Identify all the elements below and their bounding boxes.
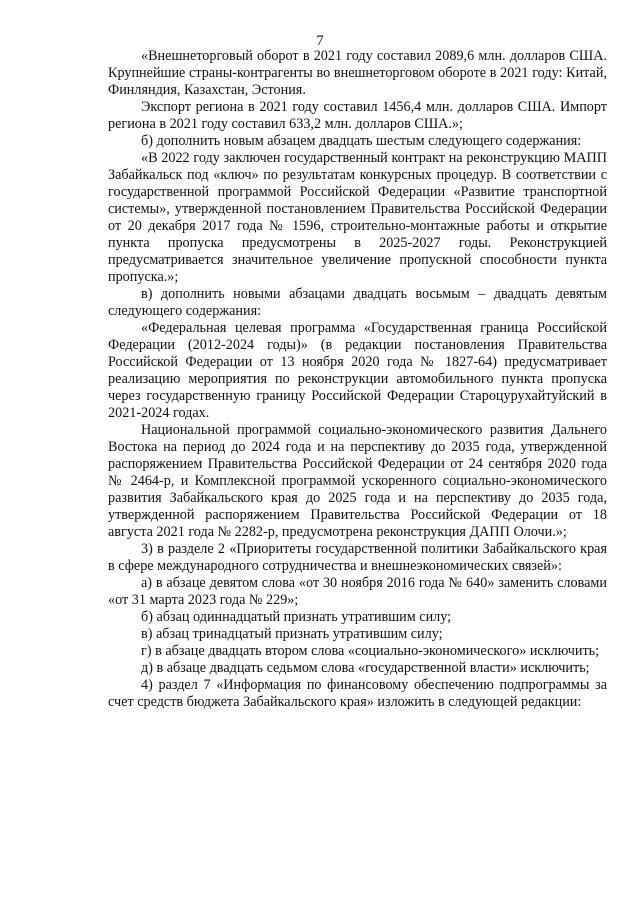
paragraph-9: а) в абзаце девятом слова «от 30 ноября 2016 года № 640» заменить словами «от 31 марта 2023 года № 229»; (108, 575, 607, 608)
paragraph-2: Экспорт региона в 2021 году составил 1456,4 млн. долларов США. Импорт региона в 2021 году составил 633,2 млн. долларов США.»; (108, 99, 607, 132)
paragraph-13: д) в абзаце двадцать седьмом слова «государственной власти» исключить; (141, 660, 590, 676)
paragraph-11: в) абзац тринадцатый признать утратившим силу; (141, 626, 443, 642)
document-body (108, 48, 607, 711)
paragraph-12: г) в абзаце двадцать втором слова «социально-экономического» исключить; (141, 643, 600, 659)
paragraph-8: 3) в разделе 2 «Приоритеты государственной политики Забайкальского края в сфере международного сотрудничества и внешнеэкономических связей»: (108, 541, 607, 574)
paragraph-7: Национальной программой социально-экономического развития Дальнего Востока на период до 2024 года и на перспективу до 2035 года, утвержденной распоряжением Правительства Российской Федерации от 24 сентября 2020 года № 2464-р, и Комплексной программой ускоренного социально-экономического развития Забайкальского края до 2025 года и на перспективу до 2035 года, утвержденной распоряжением Правительства Российской Федерации от 18 августа 2021 года № 2282-р, предусмотрена реконструкция ДАПП Олочи.»; (108, 422, 607, 540)
paragraph-6: «Федеральная целевая программа «Государственная граница Российской Федерации (2012-2024 годы)» (в редакции постановления Правительства Российской Федерации от 13 ноября 2020 года № 1827-64) предусматривает реализацию мероприятия по реконструкции автомобильного пункта пропуска через государственную границу Российской Федерации Староцурухайтуйский в 2021-2024 годах. (108, 320, 607, 421)
paragraph-14: 4) раздел 7 «Информация по финансовому обеспечению подпрограммы за счет средств бюджета Забайкальского края» изложить в следующей редакции: (108, 677, 607, 710)
paragraph-3: б) дополнить новым абзацем двадцать шестым следующего содержания: (141, 133, 582, 149)
paragraph-5: в) дополнить новыми абзацами двадцать восьмым – двадцать девятым следующего содержания: (108, 286, 607, 319)
paragraph-10: б) абзац одиннадцатый признать утратившим силу; (141, 609, 452, 625)
page-number: 7 (316, 33, 324, 49)
paragraph-4: «В 2022 году заключен государственный контракт на реконструкцию МАПП Забайкальск под «ключ» по результатам конкурсных процедур. В соответствии с государственной программой Российской Федерации «Развитие транспортной системы», утвержденной постановлением Правительства Российской Федерации от 20 декабря 2017 года № 1596, строительно-монтажные работы и открытие пункта пропуска предусмотрены в 2025-2027 годы. Реконструкцией предусматривается значительное увеличение пропускной способности пункта пропуска.»; (108, 150, 607, 285)
paragraph-1: «Внешнеторговый оборот в 2021 году составил 2089,6 млн. долларов США. Крупнейшие страны-контрагенты во внешнеторговом обороте в 2021 году: Китай, Финляндия, Казахстан, Эстония. (108, 48, 607, 98)
